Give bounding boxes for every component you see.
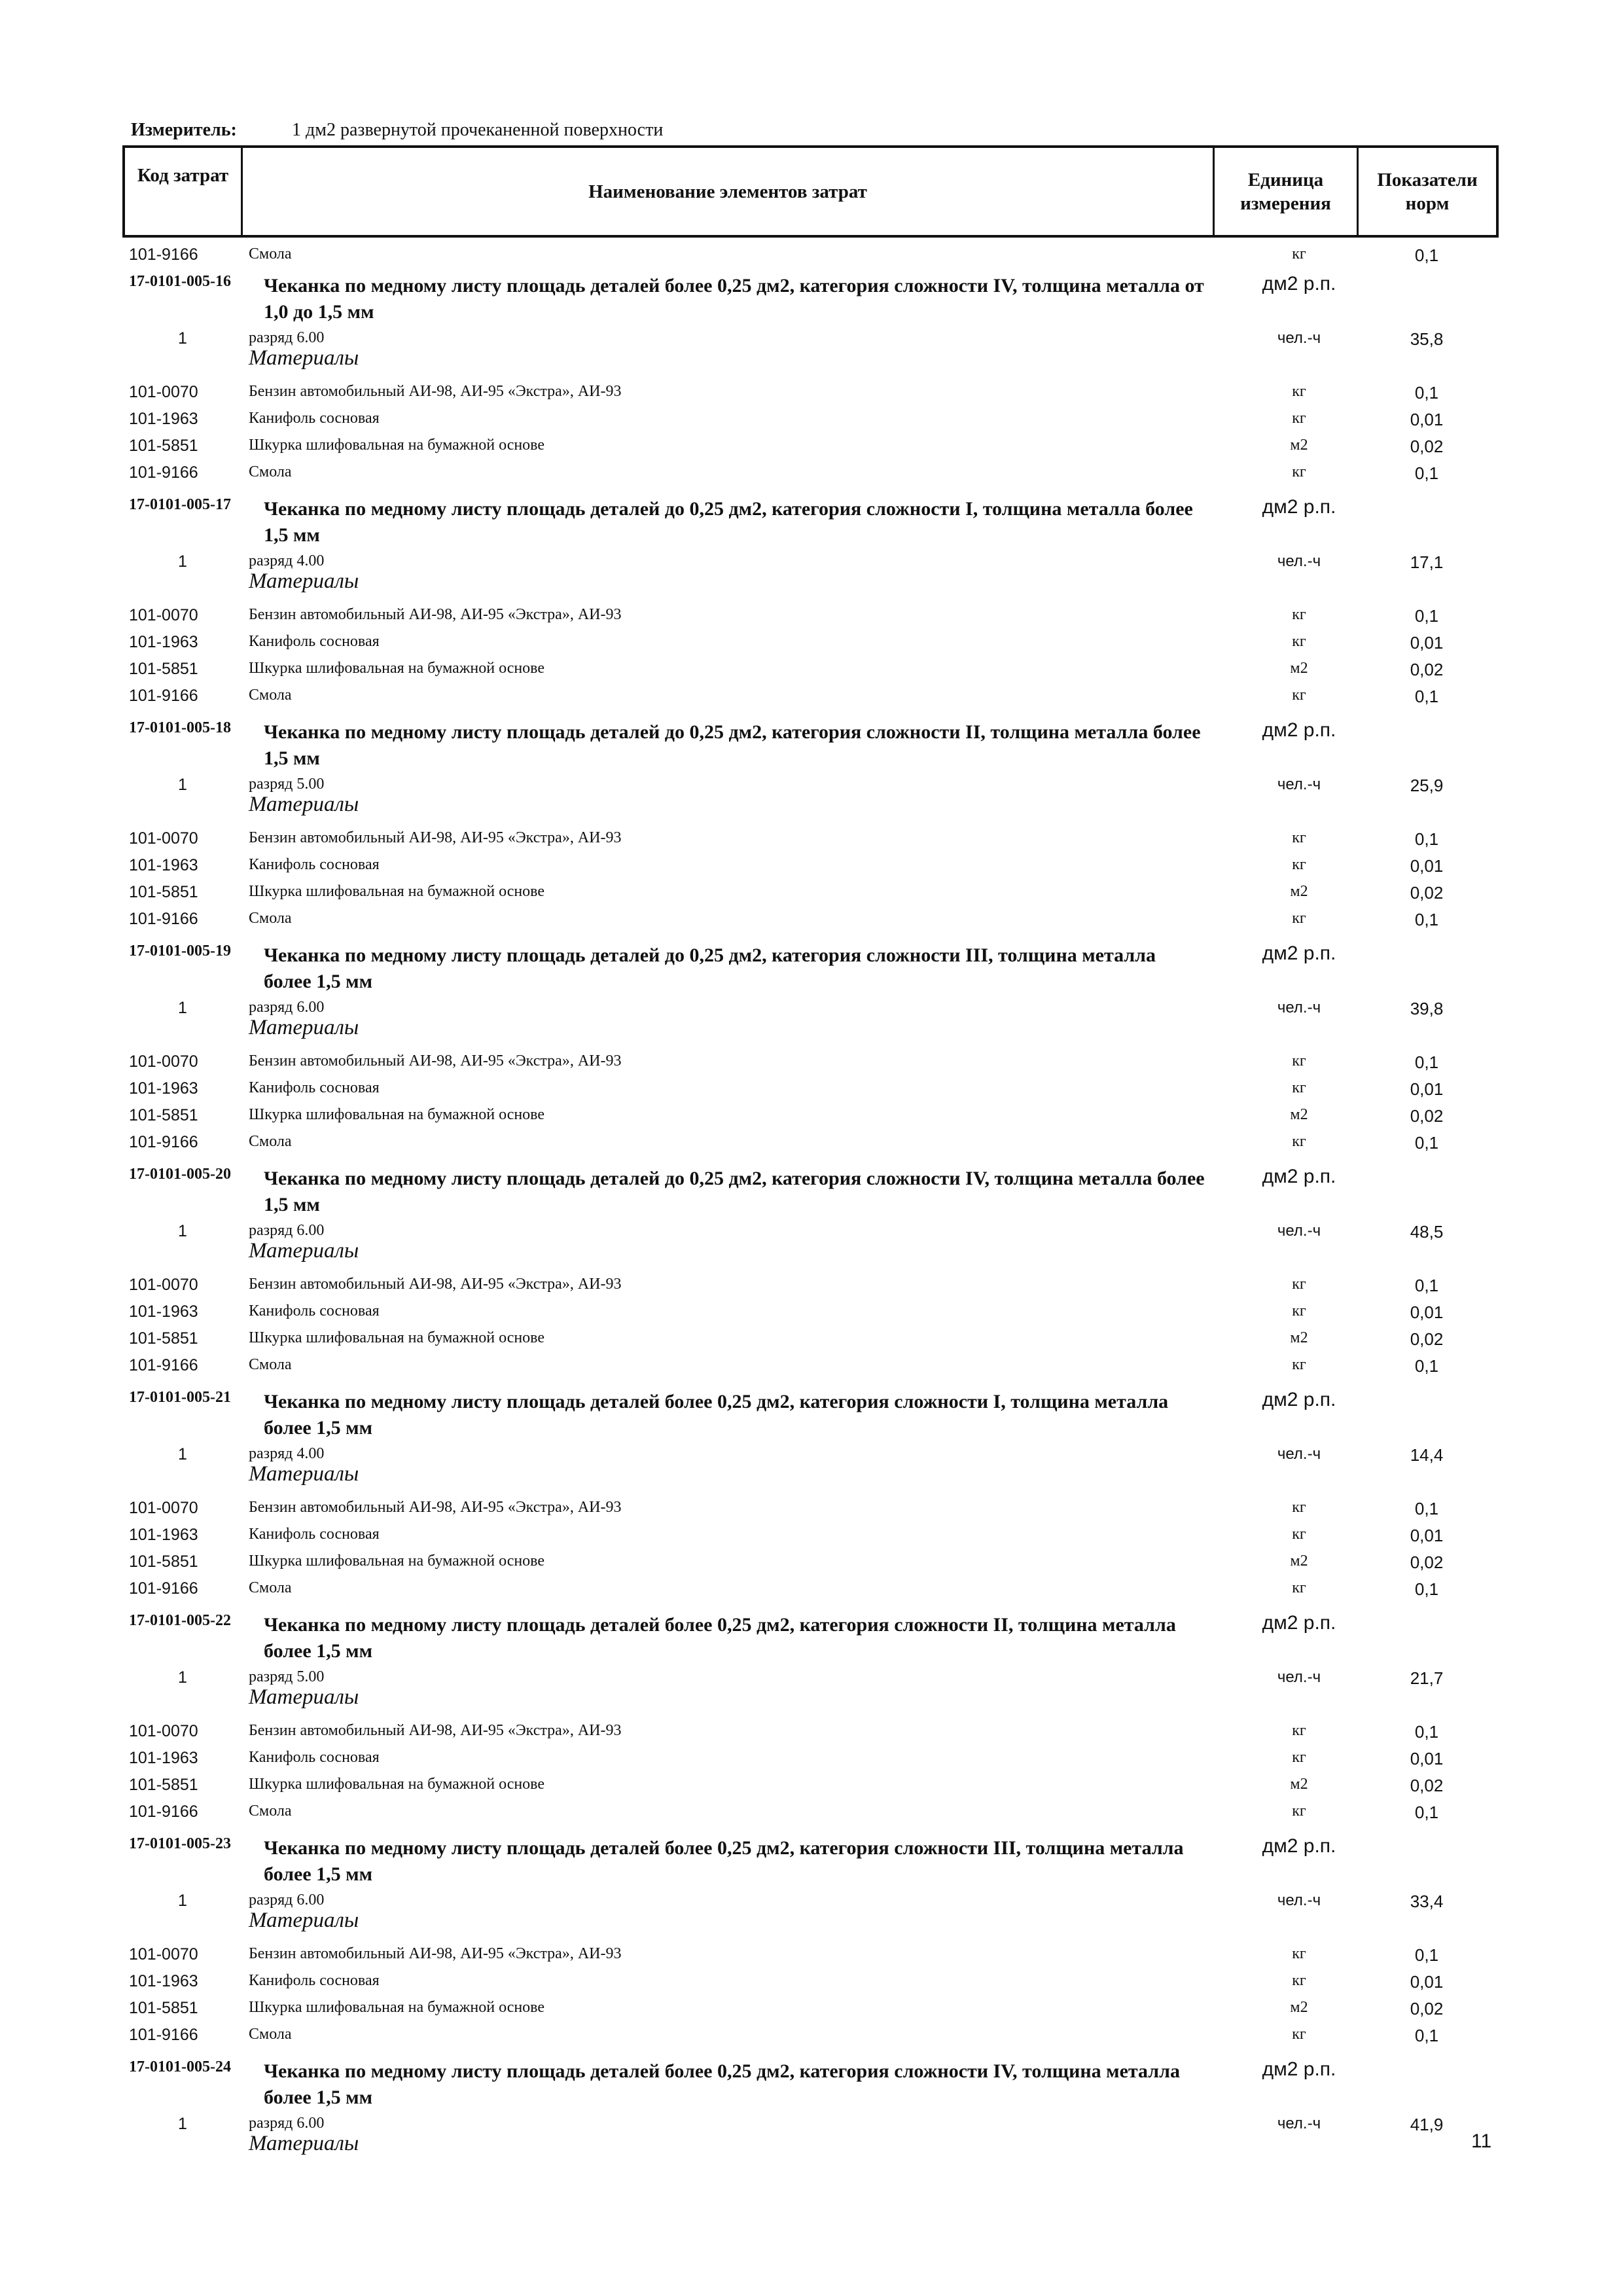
row-code: 101-1963 — [129, 1302, 198, 1321]
section-code: 17-0101-005-17 — [129, 496, 231, 513]
row-code: 101-9166 — [129, 463, 198, 482]
section-title: Чеканка по медному листу площадь деталей до 0,25 дм2, категория сложности I, толщина металла более 1,5 мм — [264, 498, 1193, 546]
row-value: 0,02 — [1410, 437, 1444, 456]
row-name: разряд 5.00 — [249, 776, 325, 793]
table-header — [122, 145, 1499, 238]
row-code: 101-9166 — [129, 1133, 198, 1151]
row-unit: кг — [1292, 1079, 1306, 1096]
row-name: Шкурка шлифовальная на бумажной основе — [249, 1776, 545, 1793]
section-code: 17-0101-005-22 — [129, 1612, 231, 1629]
section-unit: дм2 р.п. — [1262, 1612, 1336, 1634]
row-value: 0,01 — [1410, 1749, 1444, 1768]
row-name: Бензин автомобильный АИ-98, АИ-95 «Экстра», АИ-93 — [249, 1722, 622, 1739]
row-unit: чел.-ч — [1277, 329, 1321, 347]
row-code: 101-9166 — [129, 245, 198, 264]
row-unit: кг — [1292, 1526, 1306, 1543]
row-unit: м2 — [1290, 1776, 1308, 1793]
row-value: 0,02 — [1410, 1776, 1444, 1795]
section-unit: дм2 р.п. — [1262, 1835, 1336, 1857]
row-unit: м2 — [1290, 660, 1308, 677]
row-value: 0,1 — [1414, 1722, 1439, 1742]
row-name: Бензин автомобильный АИ-98, АИ-95 «Экстра», АИ-93 — [249, 606, 622, 623]
header-name: Наименование элементов затрат — [243, 148, 1215, 235]
section-title: Чеканка по медному листу площадь деталей до 0,25 дм2, категория сложности III, толщина металла более 1,5 мм — [264, 944, 1156, 992]
materials-heading: Материалы — [249, 793, 359, 816]
row-value: 0,1 — [1414, 1356, 1439, 1376]
row-value: 0,1 — [1414, 1276, 1439, 1295]
materials-heading: Материалы — [249, 1016, 359, 1039]
section-title: Чеканка по медному листу площадь деталей более 0,25 дм2, категория сложности IV, толщина металла от 1,0 до 1,5 мм — [264, 275, 1204, 323]
row-code: 101-0070 — [129, 1722, 198, 1740]
row-code: 1 — [178, 2115, 187, 2133]
row-value: 25,9 — [1410, 776, 1444, 795]
row-unit: кг — [1292, 606, 1306, 623]
materials-heading: Материалы — [249, 569, 359, 593]
row-code: 101-0070 — [129, 1052, 198, 1071]
row-name: Бензин автомобильный АИ-98, АИ-95 «Экстра», АИ-93 — [249, 1499, 622, 1516]
row-unit: чел.-ч — [1277, 1668, 1321, 1686]
row-name: Канифоль сосновая — [249, 1302, 380, 1319]
measure-value: 1 дм2 развернутой прочеканенной поверхности — [292, 120, 664, 140]
row-name: Бензин автомобильный АИ-98, АИ-95 «Экстра», АИ-93 — [249, 829, 622, 846]
row-value: 0,01 — [1410, 410, 1444, 429]
row-unit: м2 — [1290, 1552, 1308, 1570]
row-unit: кг — [1292, 856, 1306, 873]
header-unit: Единица измерения — [1215, 148, 1359, 235]
row-code: 101-5851 — [129, 1552, 198, 1571]
row-name: Бензин автомобильный АИ-98, АИ-95 «Экстра», АИ-93 — [249, 383, 622, 400]
row-unit: кг — [1292, 463, 1306, 480]
row-unit: кг — [1292, 633, 1306, 650]
row-unit: кг — [1292, 1276, 1306, 1293]
row-name: Канифоль сосновая — [249, 1749, 380, 1766]
row-unit: кг — [1292, 1749, 1306, 1766]
row-value: 0,1 — [1414, 829, 1439, 849]
row-value: 0,01 — [1410, 1526, 1444, 1545]
row-value: 0,1 — [1414, 1803, 1439, 1822]
section-code: 17-0101-005-23 — [129, 1835, 231, 1852]
row-name: Смола — [249, 1579, 292, 1596]
row-unit: кг — [1292, 1722, 1306, 1739]
row-name: Канифоль сосновая — [249, 410, 380, 427]
row-value: 0,1 — [1414, 2026, 1439, 2045]
row-code: 101-0070 — [129, 1276, 198, 1294]
row-name: Шкурка шлифовальная на бумажной основе — [249, 437, 545, 454]
section-title: Чеканка по медному листу площадь деталей до 0,25 дм2, категория сложности IV, толщина металла более 1,5 мм — [264, 1168, 1205, 1215]
row-code: 101-1963 — [129, 1079, 198, 1098]
row-code: 101-1963 — [129, 1526, 198, 1544]
row-name: Канифоль сосновая — [249, 1526, 380, 1543]
row-code: 1 — [178, 1445, 187, 1463]
row-unit: кг — [1292, 2026, 1306, 2043]
materials-heading: Материалы — [249, 2132, 359, 2155]
row-name: Шкурка шлифовальная на бумажной основе — [249, 660, 545, 677]
row-unit: кг — [1292, 1579, 1306, 1596]
row-name: Смола — [249, 1803, 292, 1820]
row-code: 101-5851 — [129, 1106, 198, 1124]
row-value: 41,9 — [1410, 2115, 1444, 2134]
row-code: 101-5851 — [129, 437, 198, 455]
row-unit: кг — [1292, 1052, 1306, 1069]
row-unit: чел.-ч — [1277, 1222, 1321, 1240]
row-code: 101-1963 — [129, 410, 198, 428]
row-value: 0,02 — [1410, 1329, 1444, 1349]
row-name: Шкурка шлифовальная на бумажной основе — [249, 1552, 545, 1570]
section-unit: дм2 р.п. — [1262, 273, 1336, 295]
section-title: Чеканка по медному листу площадь деталей более 0,25 дм2, категория сложности I, толщина металла более 1,5 мм — [264, 1391, 1169, 1439]
header-code: Код затрат — [125, 148, 243, 235]
row-value: 17,1 — [1410, 552, 1444, 572]
section-unit: дм2 р.п. — [1262, 496, 1336, 518]
row-value: 0,01 — [1410, 633, 1444, 653]
row-name: Смола — [249, 463, 292, 480]
row-value: 0,1 — [1414, 1579, 1439, 1599]
row-code: 101-0070 — [129, 1499, 198, 1517]
row-value: 0,02 — [1410, 1552, 1444, 1572]
row-value: 0,1 — [1414, 245, 1439, 265]
row-code: 101-0070 — [129, 383, 198, 401]
row-name: разряд 6.00 — [249, 1222, 325, 1239]
row-name: Бензин автомобильный АИ-98, АИ-95 «Экстра», АИ-93 — [249, 1052, 622, 1069]
row-code: 101-9166 — [129, 687, 198, 705]
row-code: 101-1963 — [129, 1749, 198, 1767]
materials-heading: Материалы — [249, 1462, 359, 1486]
row-unit: м2 — [1290, 883, 1308, 900]
row-value: 35,8 — [1410, 329, 1444, 349]
header-value: Показатели норм — [1377, 169, 1478, 214]
row-name: Канифоль сосновая — [249, 1972, 380, 1989]
row-unit: чел.-ч — [1277, 999, 1321, 1016]
row-value: 0,1 — [1414, 606, 1439, 626]
row-unit: кг — [1292, 410, 1306, 427]
row-unit: кг — [1292, 829, 1306, 846]
row-unit: чел.-ч — [1277, 552, 1321, 570]
row-unit: м2 — [1290, 1329, 1308, 1346]
row-name: Бензин автомобильный АИ-98, АИ-95 «Экстра», АИ-93 — [249, 1945, 622, 1962]
row-code: 1 — [178, 329, 187, 348]
row-code: 101-1963 — [129, 1972, 198, 1990]
row-value: 0,1 — [1414, 1052, 1439, 1072]
materials-heading: Материалы — [249, 346, 359, 370]
materials-heading: Материалы — [249, 1685, 359, 1709]
row-value: 0,01 — [1410, 1079, 1444, 1099]
row-name: Канифоль сосновая — [249, 633, 380, 650]
row-name: Шкурка шлифовальная на бумажной основе — [249, 1106, 545, 1123]
row-code: 101-1963 — [129, 633, 198, 651]
row-value: 0,1 — [1414, 687, 1439, 706]
row-name: разряд 5.00 — [249, 1668, 325, 1685]
measure-label: Измеритель: — [131, 120, 237, 140]
row-value: 0,01 — [1410, 1302, 1444, 1322]
row-value: 14,4 — [1410, 1445, 1444, 1465]
row-code: 101-9166 — [129, 1803, 198, 1821]
row-value: 0,01 — [1410, 856, 1444, 876]
row-unit: кг — [1292, 1302, 1306, 1319]
row-name: Шкурка шлифовальная на бумажной основе — [249, 1329, 545, 1346]
section-code: 17-0101-005-20 — [129, 1166, 231, 1183]
row-code: 101-9166 — [129, 910, 198, 928]
materials-heading: Материалы — [249, 1909, 359, 1932]
row-value: 0,02 — [1410, 883, 1444, 903]
row-unit: кг — [1292, 1972, 1306, 1989]
row-code: 101-0070 — [129, 829, 198, 848]
row-code: 1 — [178, 999, 187, 1017]
row-name: Смола — [249, 1133, 292, 1150]
row-value: 0,02 — [1410, 660, 1444, 679]
row-unit: кг — [1292, 1945, 1306, 1962]
row-value: 0,1 — [1414, 910, 1439, 929]
section-unit: дм2 р.п. — [1262, 2058, 1336, 2080]
row-unit: м2 — [1290, 1999, 1308, 2016]
row-name: Смола — [249, 1356, 292, 1373]
row-code: 101-1963 — [129, 856, 198, 874]
row-name: Канифоль сосновая — [249, 1079, 380, 1096]
row-name: Шкурка шлифовальная на бумажной основе — [249, 883, 545, 900]
row-code: 101-9166 — [129, 1356, 198, 1374]
row-unit: чел.-ч — [1277, 776, 1321, 793]
row-code: 101-5851 — [129, 1776, 198, 1794]
row-unit: кг — [1292, 1133, 1306, 1150]
row-unit: чел.-ч — [1277, 1892, 1321, 1909]
row-code: 1 — [178, 776, 187, 794]
row-value: 0,1 — [1414, 463, 1439, 483]
row-code: 101-5851 — [129, 883, 198, 901]
row-name: разряд 6.00 — [249, 999, 325, 1016]
row-value: 33,4 — [1410, 1892, 1444, 1911]
section-code: 17-0101-005-19 — [129, 942, 231, 960]
row-name: разряд 6.00 — [249, 329, 325, 346]
section-title: Чеканка по медному листу площадь деталей более 0,25 дм2, категория сложности IV, толщина металла более 1,5 мм — [264, 2060, 1180, 2108]
row-unit: чел.-ч — [1277, 1445, 1321, 1463]
section-title: Чеканка по медному листу площадь деталей более 0,25 дм2, категория сложности III, толщина металла более 1,5 мм — [264, 1837, 1184, 1885]
row-code: 101-5851 — [129, 660, 198, 678]
row-name: разряд 6.00 — [249, 2115, 325, 2132]
row-value: 21,7 — [1410, 1668, 1444, 1688]
section-title: Чеканка по медному листу площадь деталей до 0,25 дм2, категория сложности II, толщина металла более 1,5 мм — [264, 721, 1201, 769]
row-value: 0,1 — [1414, 1499, 1439, 1518]
row-name: разряд 4.00 — [249, 1445, 325, 1462]
row-name: Шкурка шлифовальная на бумажной основе — [249, 1999, 545, 2016]
row-code: 1 — [178, 1892, 187, 1910]
row-unit: м2 — [1290, 437, 1308, 454]
row-code: 101-9166 — [129, 1579, 198, 1598]
row-value: 0,01 — [1410, 1972, 1444, 1992]
row-code: 101-0070 — [129, 606, 198, 624]
row-value: 39,8 — [1410, 999, 1444, 1018]
page-number: 11 — [1471, 2130, 1492, 2152]
row-unit: чел.-ч — [1277, 2115, 1321, 2132]
row-code: 1 — [178, 552, 187, 571]
row-name: Канифоль сосновая — [249, 856, 380, 873]
section-unit: дм2 р.п. — [1262, 719, 1336, 741]
row-unit: кг — [1292, 1803, 1306, 1820]
row-name: Смола — [249, 245, 292, 262]
section-code: 17-0101-005-21 — [129, 1389, 231, 1406]
row-value: 0,02 — [1410, 1106, 1444, 1126]
row-unit: кг — [1292, 1499, 1306, 1516]
row-code: 1 — [178, 1668, 187, 1687]
row-unit: кг — [1292, 1356, 1306, 1373]
row-value: 0,1 — [1414, 1945, 1439, 1965]
section-unit: дм2 р.п. — [1262, 1166, 1336, 1187]
row-value: 0,1 — [1414, 1133, 1439, 1153]
row-unit: кг — [1292, 383, 1306, 400]
row-code: 101-5851 — [129, 1999, 198, 2017]
row-code: 1 — [178, 1222, 187, 1240]
row-name: разряд 4.00 — [249, 552, 325, 569]
section-code: 17-0101-005-16 — [129, 273, 231, 290]
row-unit: кг — [1292, 910, 1306, 927]
row-unit: м2 — [1290, 1106, 1308, 1123]
row-name: Смола — [249, 2026, 292, 2043]
section-title: Чеканка по медному листу площадь деталей более 0,25 дм2, категория сложности II, толщина металла более 1,5 мм — [264, 1614, 1176, 1662]
row-code: 101-0070 — [129, 1945, 198, 1964]
row-name: Смола — [249, 687, 292, 704]
row-code: 101-9166 — [129, 2026, 198, 2044]
row-code: 101-5851 — [129, 1329, 198, 1348]
row-unit: кг — [1292, 687, 1306, 704]
row-name: Бензин автомобильный АИ-98, АИ-95 «Экстра», АИ-93 — [249, 1276, 622, 1293]
row-value: 48,5 — [1410, 1222, 1444, 1242]
section-code: 17-0101-005-18 — [129, 719, 231, 736]
row-value: 0,1 — [1414, 383, 1439, 403]
materials-heading: Материалы — [249, 1239, 359, 1263]
row-name: Смола — [249, 910, 292, 927]
measure-line — [131, 120, 664, 141]
section-code: 17-0101-005-24 — [129, 2058, 231, 2075]
row-value: 0,02 — [1410, 1999, 1444, 2018]
section-unit: дм2 р.п. — [1262, 1389, 1336, 1410]
row-unit: кг — [1292, 245, 1306, 262]
row-name: разряд 6.00 — [249, 1892, 325, 1909]
section-unit: дм2 р.п. — [1262, 942, 1336, 964]
